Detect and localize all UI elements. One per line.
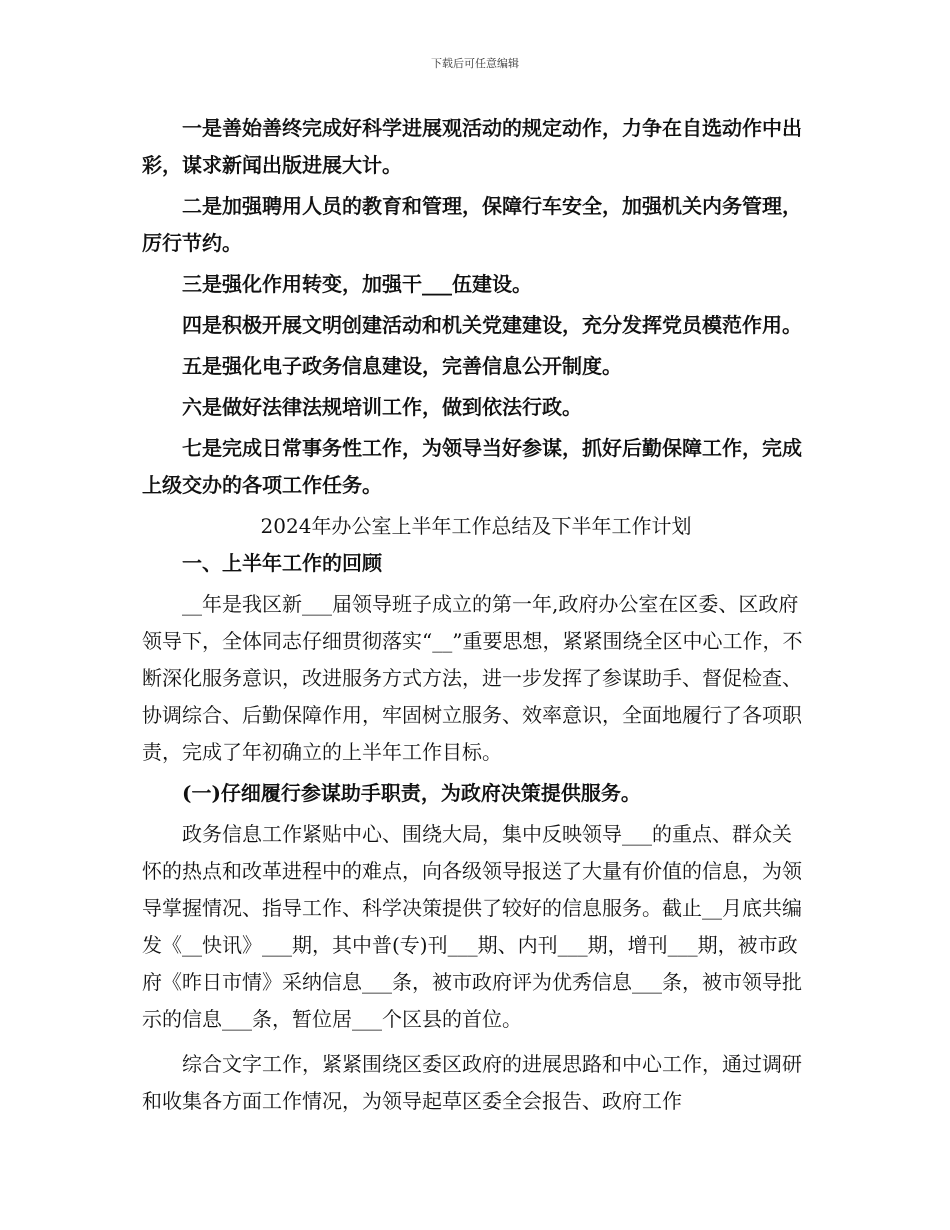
document-body (142, 110, 810, 1120)
section-heading-review: 一、上半年工作的回顾 (182, 551, 382, 575)
task-item-5: 五是强化电子政务信息建设，完善信息公开制度。 (182, 354, 622, 378)
writing-work-paragraph: 综合文字工作，紧紧围绕区委区政府的进展思路和中心工作，通过调研和收集各方面工作情况，为领导起草区委全会报告、政府工作 (142, 1052, 802, 1113)
document-title: 2024年办公室上半年工作总结及下半年工作计划 (260, 514, 692, 538)
info-work-paragraph: 政务信息工作紧贴中心、围绕大局，集中反映领导___的重点、群众关怀的热点和改革进程中的难点，向各级领导报送了大量有价值的信息，为领导掌握情况、指导工作、科学决策提供了较好的信息服务。截止__月底共编发《__快讯》___期，其中普(专)刊___期、内刊___期，增刊___期，被市政府《昨日市情》采纳信息___条，被市政府评为优秀信息___条，被市领导批示的信息___条，暂位居___个区县的首位。 (142, 822, 802, 1031)
task-item-2: 二是加强聘用人员的教育和管理，保障行车安全，加强机关内务管理，厉行节约。 (142, 194, 802, 255)
intro-paragraph: __年是我区新___届领导班子成立的第一年,政府办公室在区委、区政府领导下，全体同志仔细贯彻落实“__”重要思想，紧紧围绕全区中心工作，不断深化服务意识，改进服务方式方法，进一步发挥了参谋助手、督促检查、协调综合、后勤保障作用，牢固树立服务、效率意识，全面地履行了各项职责，完成了年初确立的上半年工作目标。 (142, 592, 803, 764)
task-item-6: 六是做好法律法规培训工作，做到依法行政。 (182, 395, 582, 419)
task-item-4: 四是积极开展文明创建活动和机关党建建设，充分发挥党员模范作用。 (182, 313, 802, 337)
header-note: 下载后可任意编辑 (431, 57, 519, 70)
task-item-7: 七是完成日常事务性工作，为领导当好参谋，抓好后勤保障工作，完成上级交办的各项工作任务。 (142, 436, 802, 497)
task-item-1: 一是善始善终完成好科学进展观活动的规定动作，力争在自选动作中出彩，谋求新闻出版进展大计。 (142, 116, 802, 177)
task-item-3: 三是强化作用转变，加强干___伍建设。 (182, 272, 532, 296)
subsection-heading-advisory: (一)仔细履行参谋助手职责，为政府决策提供服务。 (182, 781, 641, 805)
